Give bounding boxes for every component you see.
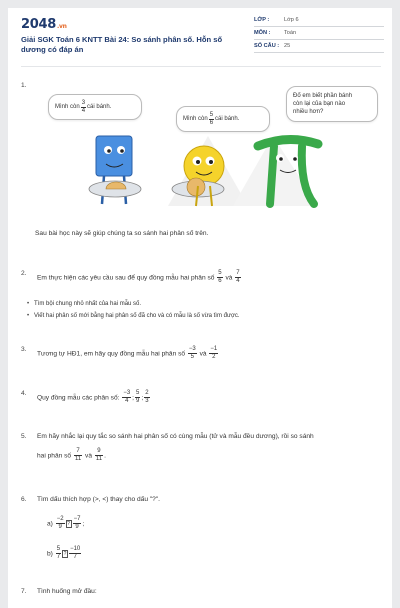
fraction-denominator: 4 [236, 278, 240, 284]
question-number: 2. [21, 270, 27, 277]
fraction-numerator: −7 [73, 516, 81, 522]
bubble-text: Mình còn [183, 116, 208, 122]
part-label: b) [47, 550, 53, 558]
fraction [209, 112, 214, 127]
fraction-denominator: 2 [212, 354, 216, 360]
fraction-numerator: 3 [81, 99, 86, 106]
fraction [56, 516, 65, 531]
fraction [217, 270, 222, 285]
question-number: 7. [21, 588, 27, 595]
fraction-numerator: 5 [218, 270, 222, 276]
caption-text: Sau bài học này sẽ giúp chúng ta so sánh hai phân số trên. [35, 230, 209, 237]
fraction [188, 346, 197, 361]
speech-bubble-left [48, 94, 142, 120]
fraction-numerator: 7 [236, 270, 240, 276]
question-text [37, 390, 151, 405]
header-divider [21, 66, 381, 67]
fraction-numerator: −3 [123, 390, 131, 396]
question-number: 4. [21, 390, 27, 397]
fraction [95, 448, 103, 463]
fraction [74, 448, 82, 463]
question-text-part: Tương tự HĐ1, em hãy quy đồng mẫu hai phân số [37, 350, 186, 358]
fraction-numerator: 5 [209, 111, 214, 118]
list-item: • Tìm bội chung nhỏ nhất của hai mẫu số. [34, 301, 141, 307]
fraction-numerator: −3 [188, 346, 196, 352]
document-header [8, 8, 392, 60]
fraction-numerator: 5 [136, 390, 140, 396]
logo-text: 2048 [21, 17, 56, 32]
meta-value: Lớp 6 [284, 17, 299, 23]
fraction-denominator: 9 [136, 398, 140, 404]
meta-table [254, 14, 384, 53]
question-text [37, 270, 242, 285]
question-text-part: ; [82, 520, 85, 528]
site-logo[interactable] [21, 17, 67, 32]
fraction-numerator: 9 [95, 448, 103, 456]
meta-row-class [254, 14, 384, 27]
fraction-denominator: 3 [145, 398, 149, 404]
bubble-text: nhiều hơn? [293, 109, 324, 115]
fraction-denominator: 7 [73, 554, 77, 560]
question-text [37, 346, 219, 361]
separator: ; [132, 394, 135, 402]
bubble-text: còn lại của bạn nào [293, 101, 346, 107]
fraction-denominator: 4 [81, 107, 86, 114]
answer-box[interactable]: ? [63, 550, 67, 557]
separator: ; [141, 394, 144, 402]
meta-key: MÔN : [254, 30, 271, 36]
fraction-numerator: −2 [56, 516, 64, 522]
fraction [69, 546, 81, 561]
fraction [56, 546, 61, 561]
speech-bubble-middle [176, 106, 270, 132]
fraction-denominator: 11 [74, 456, 82, 462]
question-text: Tìm dấu thích hợp (>, <) thay cho dấu "?". [37, 496, 160, 503]
fraction-denominator: 9 [75, 524, 79, 530]
question-text [47, 516, 84, 531]
bubble-text: cái bánh. [87, 104, 112, 110]
fraction-numerator: 2 [145, 390, 149, 396]
meta-value: Toán [284, 30, 297, 36]
fraction-numerator: −10 [70, 546, 81, 552]
fraction [135, 390, 140, 405]
bubble-text: Mình còn [55, 104, 80, 110]
list-item: • Viết hai phân số mới bằng hai phân số đã cho và có mẫu là số vừa tìm được. [34, 313, 240, 319]
question-text-part: Em thực hiện các yêu cầu sau để quy đồng mẫu hai phân số [37, 274, 215, 282]
fraction-denominator: 6 [218, 278, 222, 284]
question-text-part: và [199, 350, 207, 358]
fraction-denominator: 11 [95, 456, 103, 462]
part-label: a) [47, 520, 53, 528]
meta-row-count [254, 40, 384, 53]
question-text: Em hãy nhắc lại quy tắc so sánh hai phân số có cùng mẫu (tử và mẫu đều dương), rồi so sánh [37, 433, 314, 440]
question-number: 3. [21, 346, 27, 353]
fraction-denominator: 4 [125, 398, 129, 404]
fraction-denominator: 5 [190, 354, 194, 360]
fraction-numerator: −1 [210, 346, 218, 352]
question-text-part: Quy đồng mẫu các phân số: [37, 394, 120, 402]
fraction [73, 516, 85, 531]
question-text-part: hai phân số [37, 452, 72, 460]
blue-square-character [89, 136, 141, 204]
fraction [144, 390, 149, 405]
logo-suffix: .vn [56, 23, 67, 30]
question-text-part: và [85, 452, 92, 460]
fraction [122, 390, 131, 405]
speech-bubble-right [286, 86, 378, 122]
document-page [8, 8, 392, 608]
question-1-illustration [18, 86, 383, 218]
page-title: Giải SGK Toán 6 KNTT Bài 24: So sánh phân số. Hỗn số dương có đáp án [21, 35, 223, 54]
fraction-denominator: 7 [56, 554, 61, 560]
fraction [81, 100, 86, 115]
answer-box[interactable]: ? [67, 520, 70, 527]
bubble-text: cái bánh. [215, 116, 240, 122]
question-text [37, 448, 106, 463]
question-number: 6. [21, 496, 27, 503]
question-number: 1. [21, 82, 27, 89]
question-text: Tình huống mở đầu: [37, 588, 97, 595]
meta-row-subject [254, 27, 384, 40]
fraction-denominator: 6 [209, 119, 214, 126]
fraction-numerator: 5 [56, 546, 61, 552]
question-text [47, 546, 82, 561]
bubble-text: Đố em biết phần bánh [293, 93, 353, 99]
fraction-numerator: 7 [74, 448, 82, 456]
question-text-part: và [225, 274, 233, 282]
question-number: 5. [21, 433, 27, 440]
meta-value: 25 [284, 43, 291, 49]
fraction [209, 346, 218, 361]
question-text-part: . [104, 452, 106, 460]
meta-key: LỚP : [254, 17, 270, 23]
meta-key: SỐ CÂU : [254, 43, 280, 49]
fraction-denominator: 9 [58, 524, 62, 530]
fraction [235, 270, 240, 285]
